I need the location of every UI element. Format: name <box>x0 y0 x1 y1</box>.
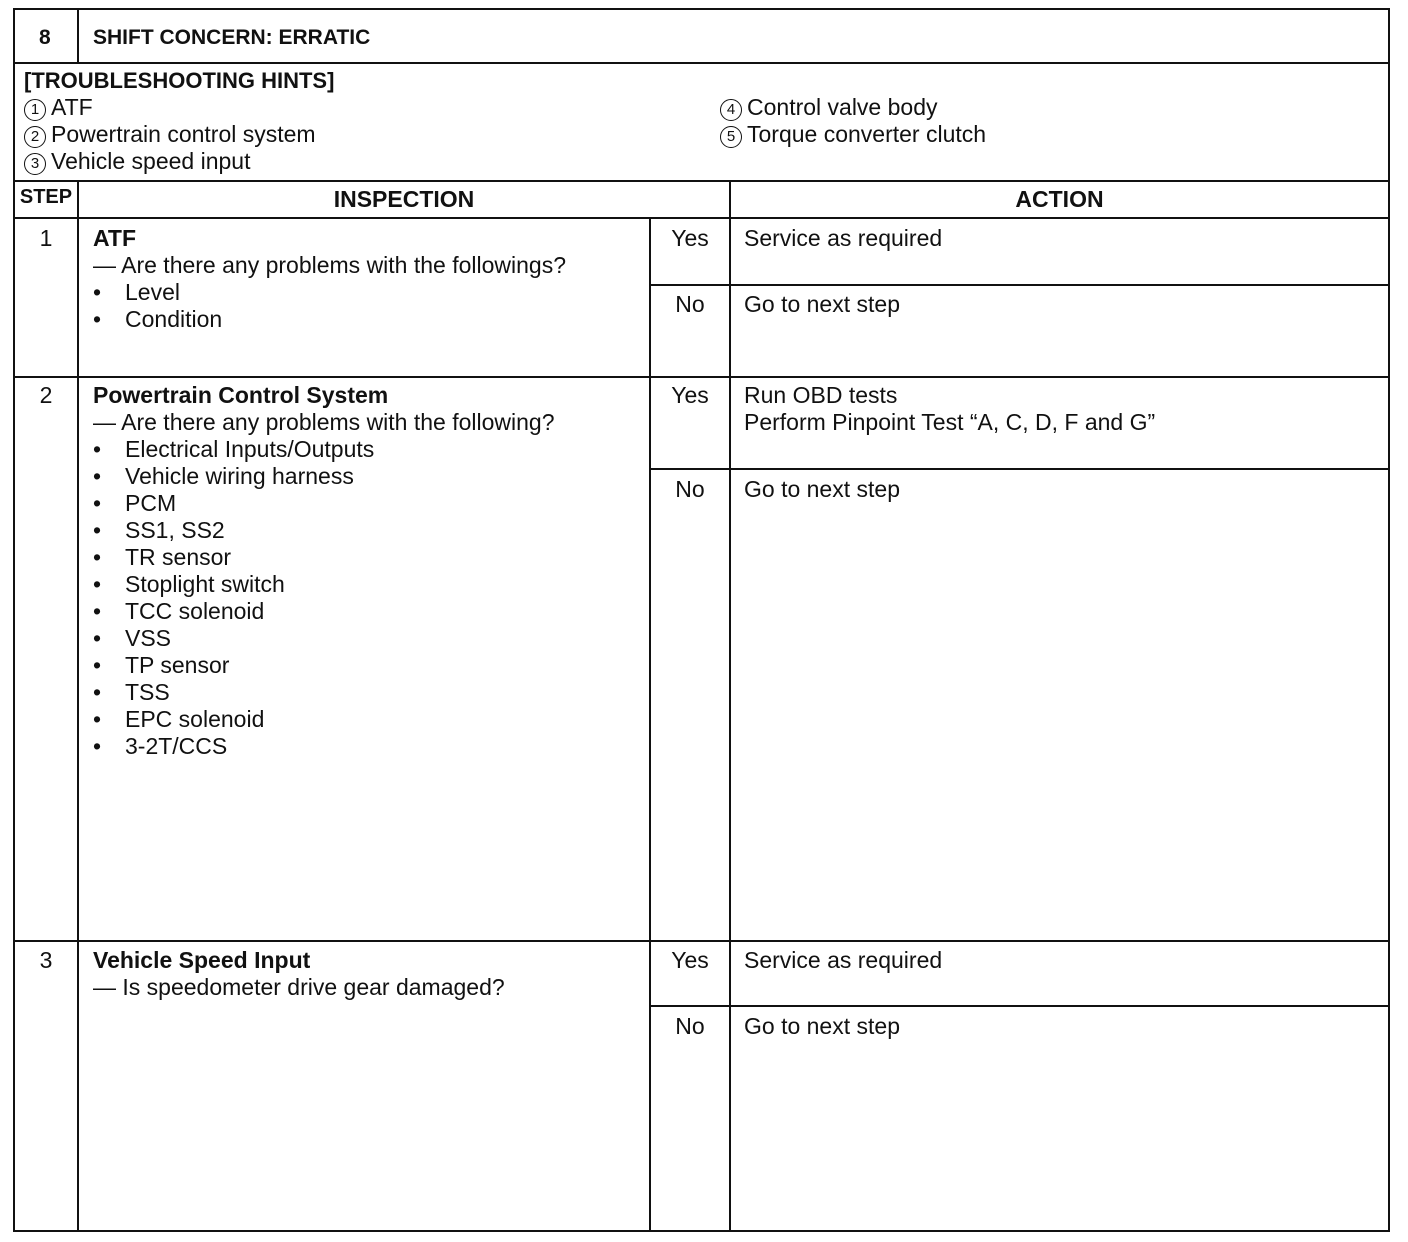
yes-label: Yes <box>671 225 709 251</box>
list-item: • Stoplight switch <box>93 571 285 597</box>
step-question: — Is speedometer drive gear damaged? <box>93 974 505 1000</box>
yes-label: Yes <box>671 947 709 973</box>
check-list <box>93 279 222 333</box>
hint-item-1 <box>24 94 93 121</box>
step-question: — Are there any problems with the followings? <box>93 252 567 278</box>
hint-number: 3 <box>24 153 46 175</box>
list-item: • Vehicle wiring harness <box>93 463 354 489</box>
divider <box>649 1005 1388 1007</box>
column-header-action: ACTION <box>1015 186 1104 212</box>
hint-number: 5 <box>720 126 742 148</box>
hint-text: ATF <box>51 94 93 120</box>
list-item: • SS1, SS2 <box>93 517 225 543</box>
list-item: • 3-2T/CCS <box>93 733 228 759</box>
yes-action: Perform Pinpoint Test “A, C, D, F and G” <box>744 409 1156 435</box>
hint-number: 4 <box>720 99 742 121</box>
list-item: • Level <box>93 279 180 305</box>
yes-action: Service as required <box>744 225 943 251</box>
step-title: ATF <box>93 225 137 251</box>
divider <box>649 468 1388 470</box>
list-item: • VSS <box>93 625 172 651</box>
step-number: 3 <box>39 947 53 973</box>
hints-title: [TROUBLESHOOTING HINTS] <box>24 68 335 93</box>
yes-action: Run OBD tests <box>744 382 898 408</box>
step-question: — Are there any problems with the following? <box>93 409 555 435</box>
hint-item-2 <box>24 121 316 148</box>
list-item: • Condition <box>93 306 223 332</box>
list-item: • TSS <box>93 679 170 705</box>
step-title: Powertrain Control System <box>93 382 389 408</box>
no-action: Go to next step <box>744 1013 900 1039</box>
list-item: • TR sensor <box>93 544 232 570</box>
divider <box>77 10 79 62</box>
column-header-inspection: INSPECTION <box>333 186 475 212</box>
list-item: • Electrical Inputs/Outputs <box>93 436 375 462</box>
step-title: Vehicle Speed Input <box>93 947 311 973</box>
no-action: Go to next step <box>744 291 900 317</box>
divider <box>15 940 1388 942</box>
divider <box>15 180 1388 182</box>
troubleshooting-sheet <box>13 8 1390 1232</box>
step-number: 1 <box>39 225 53 251</box>
list-item: • EPC solenoid <box>93 706 265 732</box>
hint-text: Powertrain control system <box>51 121 316 147</box>
no-label: No <box>675 476 705 502</box>
concern-number: 8 <box>39 26 51 49</box>
yes-label: Yes <box>671 382 709 408</box>
divider <box>15 62 1388 64</box>
divider <box>649 217 651 1232</box>
list-item: • TP sensor <box>93 652 230 678</box>
divider <box>15 217 1388 219</box>
hint-text: Vehicle speed input <box>51 148 251 174</box>
column-header-step: STEP <box>19 186 73 208</box>
hint-text: Control valve body <box>747 94 938 120</box>
list-item: • PCM <box>93 490 177 516</box>
divider <box>729 180 731 1232</box>
hint-item-3 <box>24 148 251 175</box>
no-label: No <box>675 1013 705 1039</box>
no-action: Go to next step <box>744 476 900 502</box>
no-label: No <box>675 291 705 317</box>
hint-item-5 <box>720 121 986 148</box>
hint-item-4 <box>720 94 938 121</box>
step-number: 2 <box>39 382 53 408</box>
list-item: • TCC solenoid <box>93 598 265 624</box>
hint-number: 1 <box>24 99 46 121</box>
yes-action: Service as required <box>744 947 943 973</box>
divider <box>649 284 1388 286</box>
check-list <box>93 436 374 760</box>
concern-title: SHIFT CONCERN: ERRATIC <box>93 26 371 49</box>
divider <box>77 180 79 1232</box>
divider <box>15 376 1388 378</box>
hint-text: Torque converter clutch <box>747 121 987 147</box>
hint-number: 2 <box>24 126 46 148</box>
